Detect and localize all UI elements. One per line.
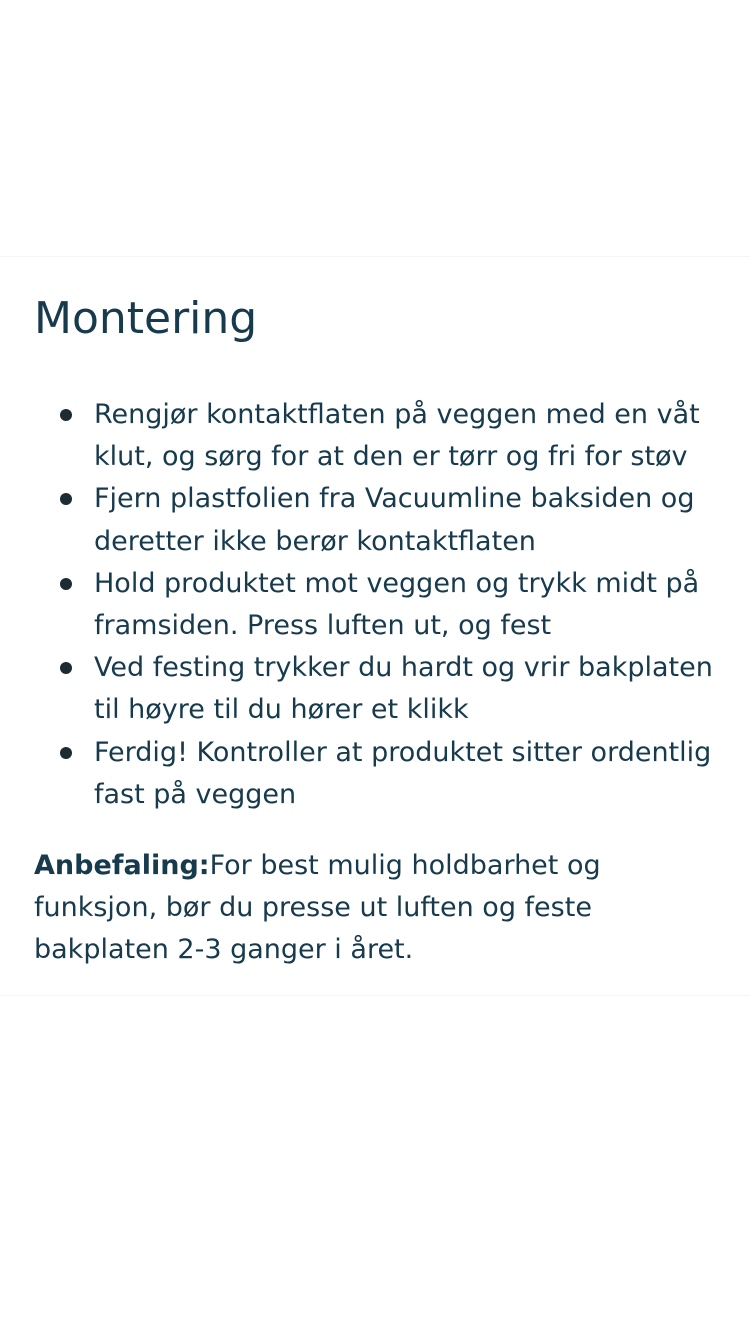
step-text: Ved festing trykker du hardt og vrir bakplaten til høyre til du hører et klikk: [94, 652, 713, 726]
step-text: Fjern plastfolien fra Vacuumline baksiden og deretter ikke berør kontaktflaten: [94, 483, 695, 557]
recommendation-text: For best mulig holdbarhet og funksjon, bør du presse ut luften og feste bakplaten 2-3 ganger i året.: [34, 850, 601, 966]
list-item: [94, 563, 734, 647]
bullet-icon: [60, 747, 72, 759]
bottom-blank-area: [0, 996, 750, 1334]
step-text: Hold produktet mot veggen og trykk midt på framsiden. Press luften ut, og fest: [94, 567, 700, 642]
section-title: Montering: [34, 293, 258, 344]
mounting-steps-list: [94, 394, 734, 816]
recommendation-label: Anbefaling:: [34, 850, 210, 881]
recommendation-paragraph: [34, 845, 724, 972]
list-item: [94, 394, 734, 478]
step-text: Rengjør kontaktflaten på veggen med en våt klut, og sørg for at den er tørr og fri for støv: [94, 399, 700, 473]
top-blank-area: [0, 0, 750, 256]
step-text: Ferdig! Kontroller at produktet sitter ordentlig fast på veggen: [94, 736, 712, 810]
list-item: [94, 478, 734, 562]
list-item: [94, 647, 734, 731]
bullet-icon: [60, 578, 72, 590]
bullet-icon: [60, 409, 72, 421]
list-item: [94, 732, 734, 816]
